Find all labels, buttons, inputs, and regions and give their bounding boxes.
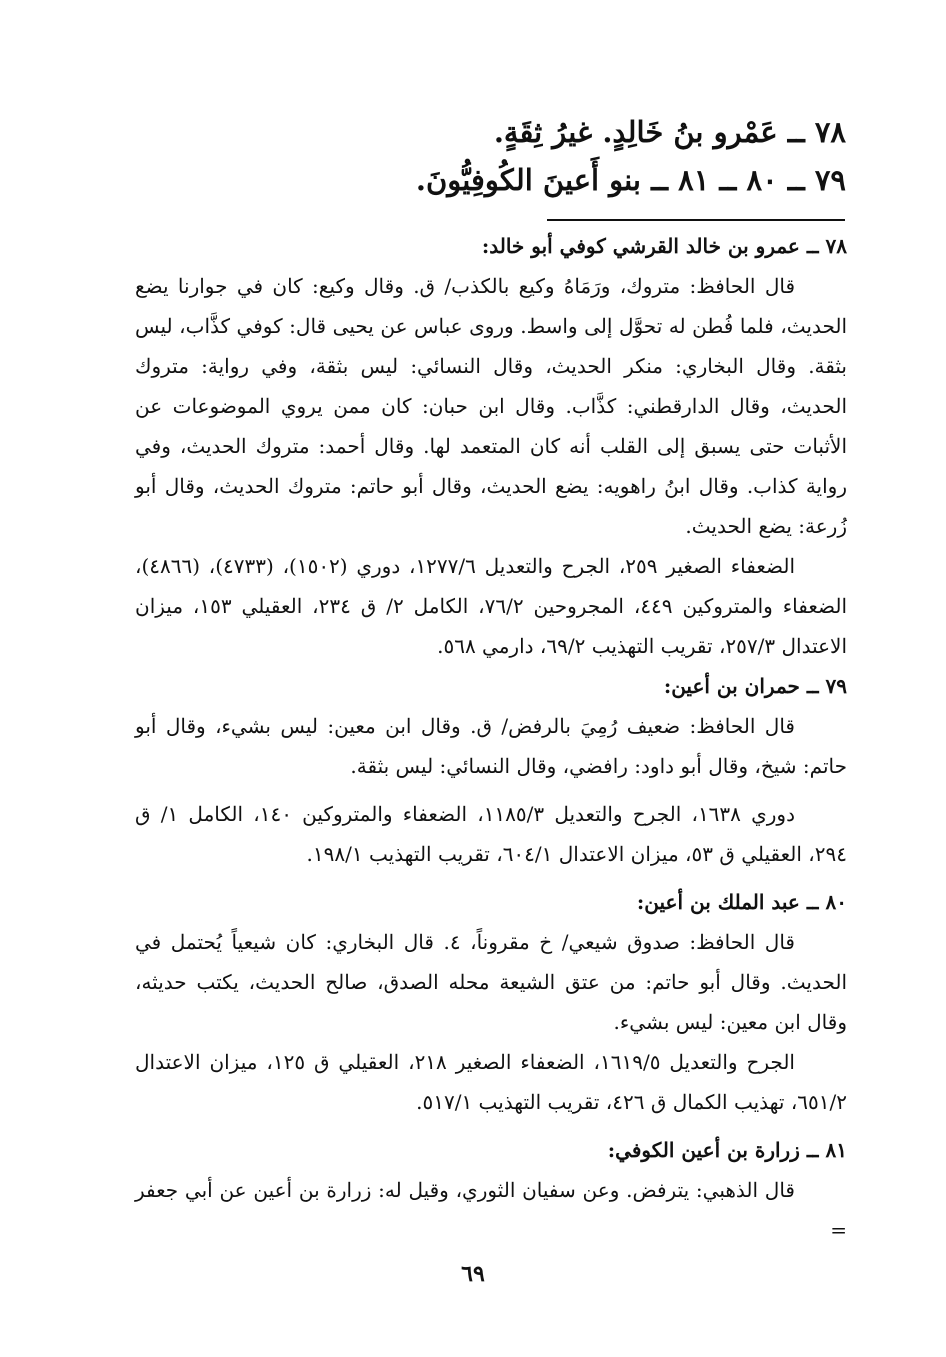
entry-heading-81: ٨١ ــ زرارة بن أعين الكوفي: bbox=[607, 1138, 847, 1162]
page-number: ٦٩ bbox=[461, 1261, 485, 1287]
footnote-separator bbox=[547, 219, 845, 221]
entry-text: قال الحافظ: صدوق شيعي/ خ مقروناً، ٤. قال البخاري: كان شيعياً يُحتمل في الحديث. وقال أبو حاتم: من عتق الشيعة محله الصدق، صالح الحديث، يكتب حديثه، وقال ابن معين: ليس بشيء. bbox=[135, 930, 847, 1034]
footnotes bbox=[135, 226, 847, 1250]
entry-text: قال الذهبي: يترفض. وعن سفيان الثوري، وقيل له: زرارة بن أعين عن أبي جعفر = bbox=[135, 1178, 847, 1242]
main-entry-78: ٧٨ ــ عَمْرو بنُ خَالِدٍ. غيرُ ثِقَةٍ. bbox=[493, 115, 846, 149]
entry-sources: الضعفاء الصغير ٢٥٩، الجرح والتعديل ١٢٧٧/٦، دوري (١٥٠٢)، (٤٧٣٣)، (٤٨٦٦)، الضعفاء والمتروكين ٤٤٩، المجروحين ٧٦/٢، الكامل ٢/ ق ٢٣٤، العقيلي ١٥٣، ميزان الاعتدال ٢٥٧/٣، تقريب التهذيب ٦٩/٢، دارمي ٥٦٨. bbox=[135, 554, 847, 658]
main-text-block bbox=[416, 108, 846, 204]
main-entry-79-81: ٧٩ ــ ٨٠ ــ ٨١ ــ بنو أَعينَ الكُوفِيُّونَ. bbox=[415, 163, 846, 197]
entry-heading-78: ٧٨ ــ عمرو بن خالد القرشي كوفي أبو خالد: bbox=[481, 234, 847, 258]
entry-heading-80: ٨٠ ــ عبد الملك بن أعين: bbox=[636, 890, 847, 914]
entry-text: قال الحافظ: متروك، ورَمَاهُ وكيع بالكذب/ ق. وقال وكيع: كان في جوارنا يضع الحديث، فلما فُطن له تحوَّل إلى واسط. وروى عباس عن يحيى قال: كوفي كذَّاب، ليس بثقة. وقال البخاري: منكر الحديث، وقال النسائي: ليس بثقة، وفي رواية: متروك الحديث، وقال الدارقطني: كذَّاب. وقال ابن حبان: كان ممن يروي الموضوعات عن الأثبات حتى يسبق إلى القلب أنه كان المتعمد لها. وقال أحمد: متروك الحديث، وفي رواية كذاب. وقال ابنُ راهويه: يضع الحديث، وقال أبو حاتم: متروك الحديث، وقال أبو زُرعة: يضع الحديث. bbox=[135, 274, 847, 538]
entry-sources: دوري ١٦٣٨، الجرح والتعديل ١١٨٥/٣، الضعفاء والمتروكين ١٤٠، الكامل ١/ ق ٢٩٤، العقيلي ق ٥٣، ميزان الاعتدال ٦٠٤/١، تقريب التهذيب ١٩٨/١. bbox=[135, 802, 847, 866]
entry-sources: الجرح والتعديل ١٦١٩/٥، الضعفاء الصغير ٢١٨، العقيلي ق ١٢٥، ميزان الاعتدال ٦٥١/٢، تهذيب الكمال ق ٤٢٦، تقريب التهذيب ٥١٧/١. bbox=[135, 1050, 847, 1114]
entry-text: قال الحافظ: ضعيف رُمِيَ بالرفض/ ق. وقال ابن معين: ليس بشيء، وقال أبو حاتم: شيخ، وقال أبو داود: رافضي، وقال النسائي: ليس بثقة. bbox=[135, 714, 847, 778]
entry-heading-79: ٧٩ ــ حمران بن أعين: bbox=[663, 674, 847, 698]
